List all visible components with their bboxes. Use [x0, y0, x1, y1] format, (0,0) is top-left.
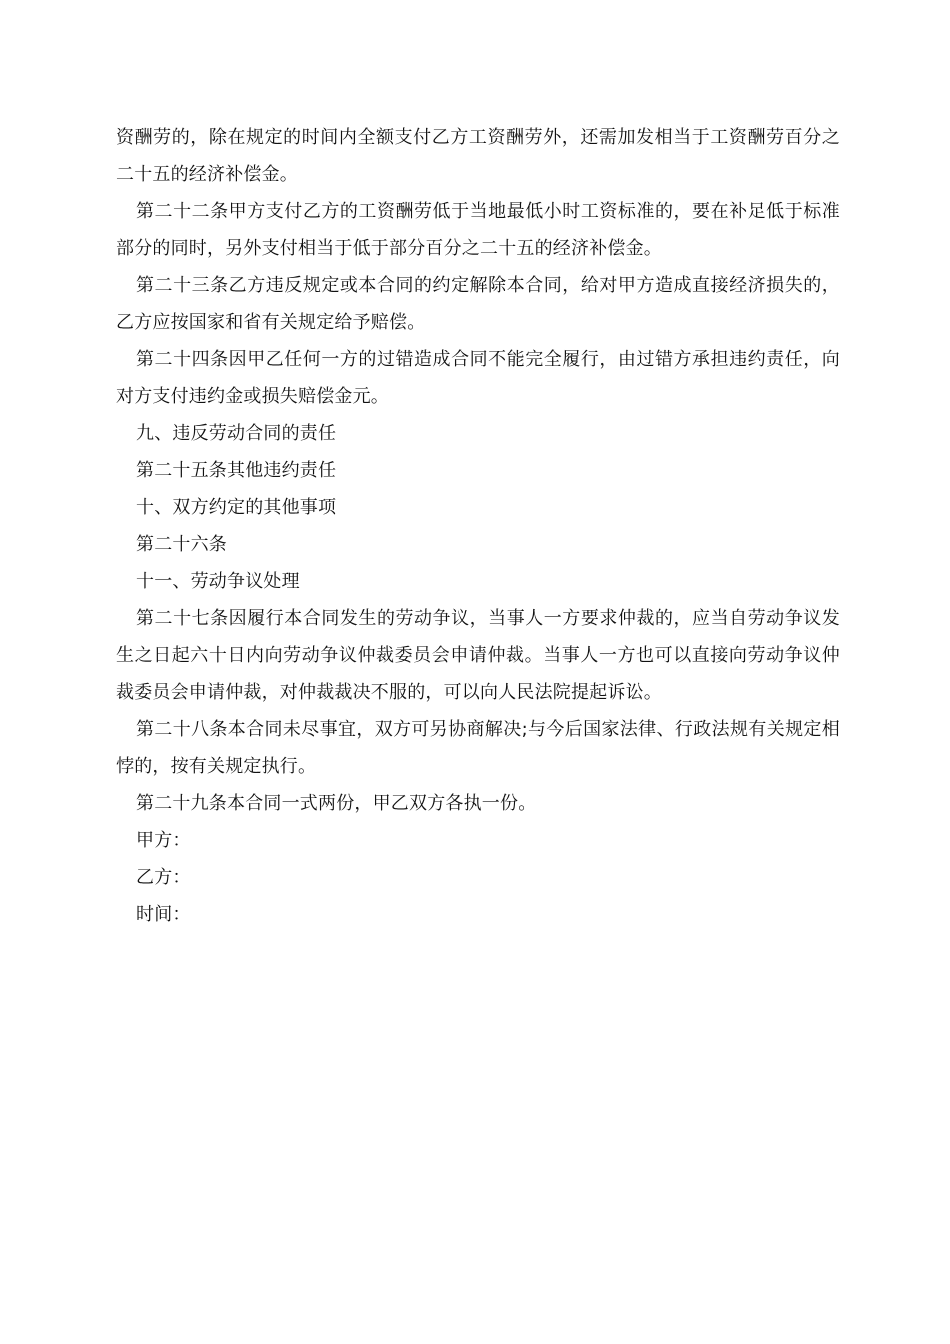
article-26: 第二十六条	[136, 534, 227, 555]
signature-party-a: 甲方：	[136, 830, 191, 851]
section-heading-9: 九、违反劳动合同的责任	[136, 423, 337, 444]
article-28: 第二十八条本合同未尽事宜，双方可另协商解决;与今后国家法律、行政法规有关规定相悖的，按有关规定执行。	[116, 719, 840, 777]
article-23: 第二十三条乙方违反规定或本合同的约定解除本合同，给对甲方造成直接经济损失的，乙方应按国家和省有关规定给予赔偿。	[116, 275, 840, 333]
article-24: 第二十四条因甲乙任何一方的过错造成合同不能完全履行，由过错方承担违约责任，向对方支付违约金或损失赔偿金元。	[116, 349, 840, 407]
signature-party-b: 乙方：	[136, 867, 191, 888]
article-27: 第二十七条因履行本合同发生的劳动争议，当事人一方要求仲裁的，应当自劳动争议发生之日起六十日内向劳动争议仲裁委员会申请仲裁。当事人一方也可以直接向劳动争议仲裁委员会申请仲裁，对仲裁裁决不服的，可以向人民法院提起诉讼。	[116, 608, 840, 703]
article-29: 第二十九条本合同一式两份，甲乙双方各执一份。	[136, 793, 537, 814]
article-25: 第二十五条其他违约责任	[136, 460, 337, 481]
document-body	[116, 119, 840, 933]
article-22: 第二十二条甲方支付乙方的工资酬劳低于当地最低小时工资标准的，要在补足低于标准部分的同时，另外支付相当于低于部分百分之二十五的经济补偿金。	[116, 201, 840, 259]
section-heading-10: 十、双方约定的其他事项	[136, 497, 337, 518]
paragraph-continuation: 资酬劳的，除在规定的时间内全额支付乙方工资酬劳外，还需加发相当于工资酬劳百分之二十五的经济补偿金。	[116, 127, 840, 185]
signature-date: 时间：	[136, 904, 191, 925]
section-heading-11: 十一、劳动争议处理	[136, 571, 300, 592]
